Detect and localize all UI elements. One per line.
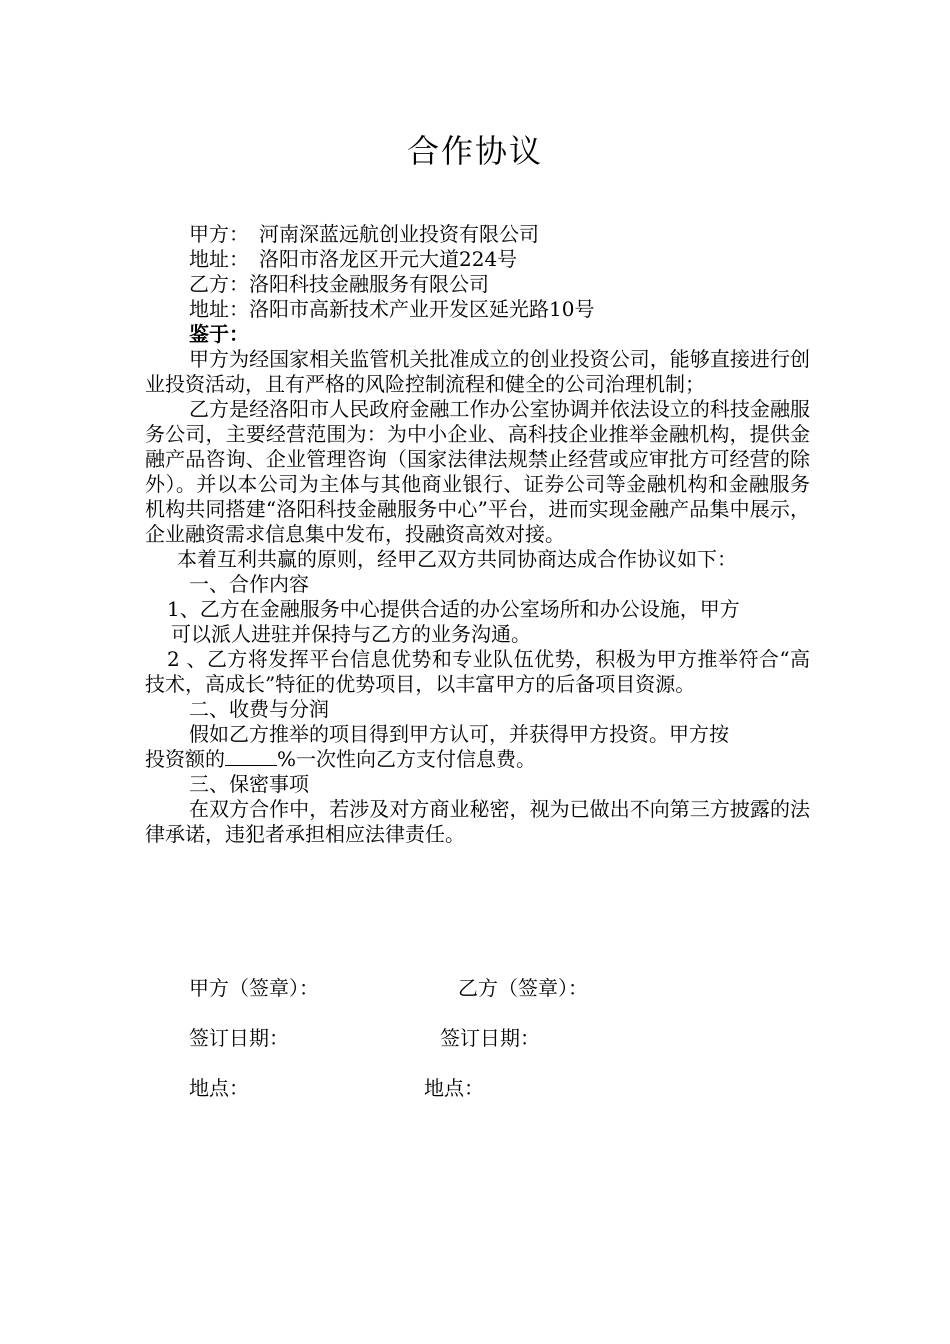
- document-title: 合作协议: [406, 132, 543, 170]
- percentage-blank: [225, 747, 277, 766]
- section2-text-line1: 假如乙方推举的项目得到甲方认可，并获得甲方投资。甲方按: [189, 722, 729, 746]
- party-b-line: [145, 272, 810, 297]
- party-a-date-label: 签订日期：: [189, 1026, 289, 1050]
- party-b-address: 洛阳市高新技术产业开发区延光路10号: [249, 297, 595, 321]
- section1-heading: 一、合作内容: [189, 572, 309, 596]
- party-a-line: [145, 222, 810, 247]
- section2-heading: 二、收费与分润: [189, 697, 329, 721]
- party-a-address-line: [145, 247, 810, 272]
- party-b-signature-label: 乙方（签章）：: [458, 976, 588, 1000]
- party-b-label: 乙方：: [189, 272, 249, 296]
- whereas-party-b: 乙方是经洛阳市人民政府金融工作办公室协调并依法设立的科技金融服务公司，主要经营范围为：为中小企业、高科技企业推举金融机构，提供金融产品咨询、企业管理咨询（国家法律法规禁止经营或应审批方可经营的除外）。并以本公司为主体与其他商业银行、证券公司等金融机构和金融服务机构共同搭建“洛阳科技金融服务中心”平台，进而实现金融产品集中展示，企业融资需求信息集中发布，投融资高效对接。: [145, 397, 810, 546]
- section3-heading: 三、保密事项: [189, 772, 309, 796]
- party-a-address-label: 地址：: [189, 247, 249, 271]
- party-a-place-label: 地点：: [189, 1076, 249, 1100]
- party-b-name: 洛阳科技金融服务有限公司: [249, 272, 489, 296]
- party-a-signature-label: 甲方（签章）：: [189, 976, 319, 1000]
- party-a-name: 河南深蓝远航创业投资有限公司: [259, 222, 539, 246]
- section1-item1-line2: 可以派人进驻并保持与乙方的业务沟通。: [171, 622, 531, 646]
- party-a-address: 洛阳市洛龙区开元大道224号: [259, 247, 518, 271]
- whereas-party-a: 甲方为经国家相关监管机关批准成立的创业投资公司，能够直接进行创业投资活动，且有严格的风险控制流程和健全的公司治理机制；: [145, 347, 810, 396]
- section1-item1-line1: 1、乙方在金融服务中心提供合适的办公室场所和办公设施，甲方: [167, 597, 740, 621]
- party-b-address-line: [145, 297, 810, 322]
- party-b-address-label: 地址：: [189, 297, 249, 321]
- whereas-label: 鉴于：: [189, 322, 249, 346]
- section2-text-pre: 投资额的: [145, 747, 225, 771]
- document-body: [145, 222, 810, 847]
- preamble: 本着互利共赢的原则，经甲乙双方共同协商达成合作协议如下：: [177, 547, 737, 571]
- section2-text-line2: [145, 747, 810, 772]
- section1-item2: 2 、乙方将发挥平台信息优势和专业队伍优势，积极为甲方推举符合“高技术，高成长”特征的优势项目，以丰富甲方的后备项目资源。: [145, 647, 810, 696]
- party-b-place-label: 地点：: [424, 1076, 484, 1100]
- party-b-date-label: 签订日期：: [440, 1026, 540, 1050]
- section2-text-post: %一次性向乙方支付信息费。: [277, 747, 537, 771]
- party-a-label: 甲方：: [189, 222, 249, 246]
- section3-text: 在双方合作中，若涉及对方商业秘密，视为已做出不向第三方披露的法律承诺，违犯者承担相应法律责任。: [145, 797, 810, 846]
